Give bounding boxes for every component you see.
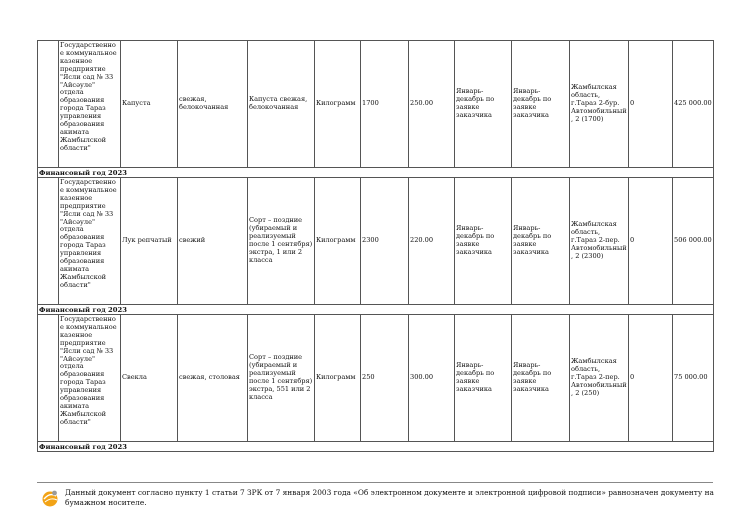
row-number-cell <box>38 41 59 168</box>
delivery-period-cell: Январь-декабрь по заявке заказчика <box>455 178 512 305</box>
delivery-place-cell: Жамбылская область, г.Тараз 2-бур. Автомобильный, 2 (1700) <box>570 41 629 168</box>
customer-cell: Государственное коммунальное казенное предприятие "Ясли сад № 33 "Айсәуле" отдела образования города Тараз управления образования акимата Жамбылской области" <box>59 178 121 305</box>
quantity-cell: 2300 <box>361 178 409 305</box>
delivery-terms-cell: Январь-декабрь по заявке заказчика <box>512 315 570 442</box>
customer-cell: Государственное коммунальное казенное предприятие "Ясли сад № 33 "Айсәуле" отдела образования города Тараз управления образования акимата Жамбылской области" <box>59 315 121 442</box>
item-name-cell: Свекла <box>121 315 178 442</box>
unit-cell: Килограмм <box>315 178 361 305</box>
sum-cell: 425 000.00 <box>673 41 714 168</box>
financial-year-row <box>38 442 714 452</box>
item-name-cell: Лук репчатый <box>121 178 178 305</box>
description-cell: Капуста свежая, белокочанная <box>248 41 315 168</box>
sum-cell: 506 000.00 <box>673 178 714 305</box>
table-row <box>38 315 714 442</box>
customer-cell: Государственное коммунальное казенное предприятие "Ясли сад № 33 "Айсәуле" отдела образования города Тараз управления образования акимата Жамбылской области" <box>59 41 121 168</box>
advance-cell: 0 <box>629 178 673 305</box>
delivery-period-cell: Январь-декабрь по заявке заказчика <box>455 315 512 442</box>
characteristic-cell: свежая, белокочанная <box>178 41 248 168</box>
quantity-cell: 1700 <box>361 41 409 168</box>
description-cell: Сорт – поздние (убираемый и реализуемый после 1 сентября) экстра, 551 или 2 класса <box>248 315 315 442</box>
unit-cell: Килограмм <box>315 315 361 442</box>
e-gov-logo-icon <box>41 489 59 507</box>
description-cell: Сорт – поздние (убираемый и реализуемый после 1 сентября) экстра, 1 или 2 класса <box>248 178 315 305</box>
table-row <box>38 178 714 305</box>
characteristic-cell: свежая, столовая <box>178 315 248 442</box>
unit-cell: Килограмм <box>315 41 361 168</box>
row-number-cell <box>38 315 59 442</box>
row-number-cell <box>38 178 59 305</box>
procurement-table-sheet <box>37 40 713 452</box>
advance-cell: 0 <box>629 315 673 442</box>
table-row <box>38 41 714 168</box>
legal-note: Данный документ согласно пункту 1 статьи 7 ЗРК от 7 января 2003 года «Об электронном документе и электронной цифровой подписи» равнозначен документу на бумажном носителе. <box>65 488 714 507</box>
delivery-terms-cell: Январь-декабрь по заявке заказчика <box>512 178 570 305</box>
financial-year-label: Финансовый год 2023 <box>38 442 714 452</box>
financial-year-row <box>38 305 714 315</box>
item-name-cell: Капуста <box>121 41 178 168</box>
sum-cell: 75 000.00 <box>673 315 714 442</box>
page-footer <box>37 482 714 507</box>
price-cell: 300.00 <box>409 315 455 442</box>
delivery-place-cell: Жамбылская область, г.Тараз 2-пер. Автомобильный, 2 (250) <box>570 315 629 442</box>
financial-year-label: Финансовый год 2023 <box>38 168 714 178</box>
price-cell: 220.00 <box>409 178 455 305</box>
financial-year-label: Финансовый год 2023 <box>38 305 714 315</box>
procurement-table <box>37 40 714 452</box>
delivery-place-cell: Жамбылская область, г.Тараз 2-пер. Автомобильный, 2 (2300) <box>570 178 629 305</box>
price-cell: 250.00 <box>409 41 455 168</box>
characteristic-cell: свежий <box>178 178 248 305</box>
delivery-period-cell: Январь-декабрь по заявке заказчика <box>455 41 512 168</box>
financial-year-row <box>38 168 714 178</box>
advance-cell: 0 <box>629 41 673 168</box>
delivery-terms-cell: Январь-декабрь по заявке заказчика <box>512 41 570 168</box>
quantity-cell: 250 <box>361 315 409 442</box>
